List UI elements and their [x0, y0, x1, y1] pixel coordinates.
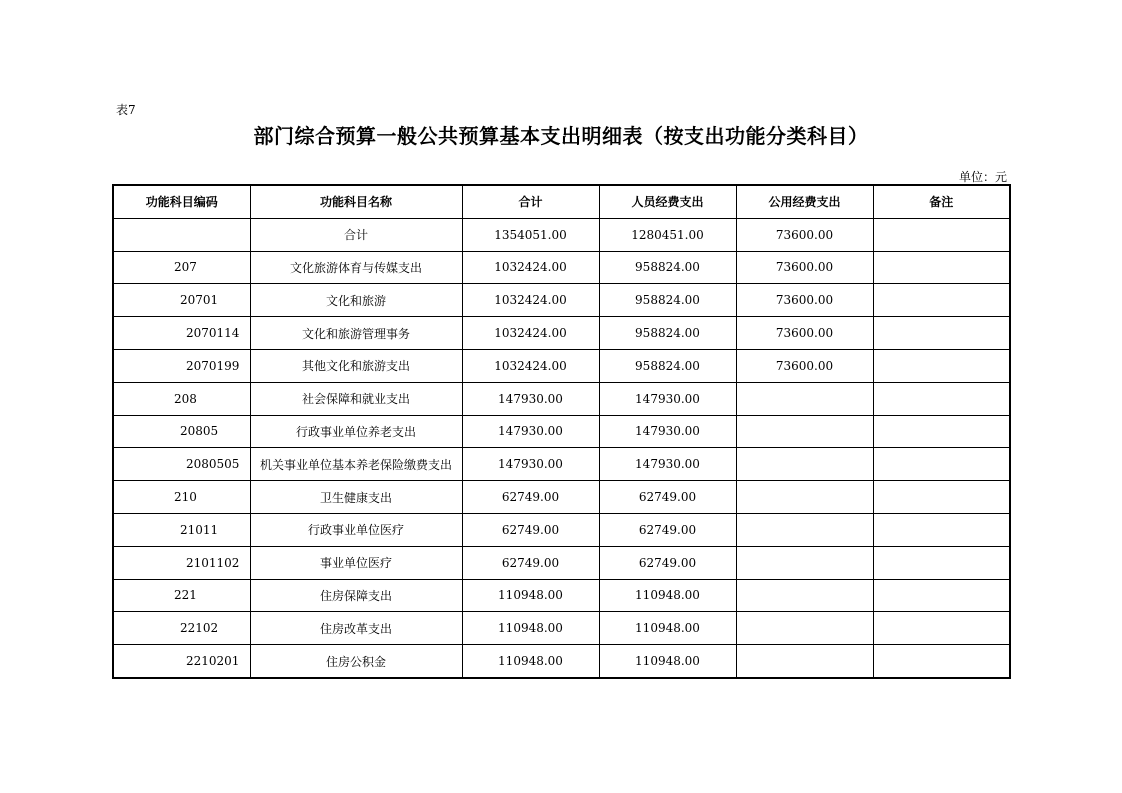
- cell-note: [873, 415, 1010, 448]
- cell-personnel: 62749.00: [599, 481, 736, 514]
- cell-total: 110948.00: [462, 579, 599, 612]
- cell-name: 合计: [250, 218, 462, 251]
- cell-name: 行政事业单位医疗: [250, 513, 462, 546]
- cell-note: [873, 546, 1010, 579]
- table-row: [113, 645, 1010, 678]
- cell-note: [873, 382, 1010, 415]
- table-row: [113, 382, 1010, 415]
- table-row: [113, 251, 1010, 284]
- cell-total: 1032424.00: [462, 317, 599, 350]
- cell-name: 社会保障和就业支出: [250, 382, 462, 415]
- cell-name: 住房保障支出: [250, 579, 462, 612]
- table-row: [113, 481, 1010, 514]
- cell-code: 2101102: [113, 546, 250, 579]
- table-row: [113, 513, 1010, 546]
- cell-personnel: 62749.00: [599, 513, 736, 546]
- cell-total: 1354051.00: [462, 218, 599, 251]
- cell-public: [736, 612, 873, 645]
- cell-personnel: 958824.00: [599, 251, 736, 284]
- header-public: 公用经费支出: [736, 185, 873, 218]
- cell-personnel: 1280451.00: [599, 218, 736, 251]
- cell-personnel: 110948.00: [599, 579, 736, 612]
- cell-note: [873, 284, 1010, 317]
- cell-note: [873, 317, 1010, 350]
- cell-code: 221: [113, 579, 250, 612]
- cell-code: 210: [113, 481, 250, 514]
- cell-public: 73600.00: [736, 218, 873, 251]
- cell-total: 147930.00: [462, 382, 599, 415]
- cell-public: [736, 415, 873, 448]
- cell-public: [736, 579, 873, 612]
- header-note: 备注: [873, 185, 1010, 218]
- cell-note: [873, 612, 1010, 645]
- header-name: 功能科目名称: [250, 185, 462, 218]
- cell-code: 22102: [113, 612, 250, 645]
- cell-note: [873, 513, 1010, 546]
- cell-public: 73600.00: [736, 284, 873, 317]
- cell-total: 1032424.00: [462, 349, 599, 382]
- cell-public: [736, 448, 873, 481]
- cell-name: 事业单位医疗: [250, 546, 462, 579]
- cell-note: [873, 481, 1010, 514]
- table-header: [113, 185, 1010, 218]
- header-code: 功能科目编码: [113, 185, 250, 218]
- header-row: [113, 185, 1010, 218]
- cell-name: 文化和旅游管理事务: [250, 317, 462, 350]
- cell-code: [113, 218, 250, 251]
- cell-name: 住房改革支出: [250, 612, 462, 645]
- cell-name: 文化和旅游: [250, 284, 462, 317]
- cell-personnel: 958824.00: [599, 284, 736, 317]
- cell-total: 147930.00: [462, 448, 599, 481]
- cell-note: [873, 645, 1010, 678]
- cell-personnel: 62749.00: [599, 546, 736, 579]
- table-row: [113, 415, 1010, 448]
- cell-note: [873, 349, 1010, 382]
- cell-code: 2210201: [113, 645, 250, 678]
- cell-personnel: 110948.00: [599, 612, 736, 645]
- table-row: [113, 349, 1010, 382]
- cell-note: [873, 448, 1010, 481]
- cell-total: 62749.00: [462, 481, 599, 514]
- cell-public: [736, 481, 873, 514]
- table-number-label: 表7: [116, 103, 136, 117]
- cell-public: [736, 645, 873, 678]
- unit-label: 单位：元: [958, 170, 1007, 184]
- cell-code: 2070199: [113, 349, 250, 382]
- header-total: 合计: [462, 185, 599, 218]
- cell-total: 1032424.00: [462, 284, 599, 317]
- cell-name: 行政事业单位养老支出: [250, 415, 462, 448]
- table-row: [113, 218, 1010, 251]
- cell-personnel: 110948.00: [599, 645, 736, 678]
- cell-note: [873, 251, 1010, 284]
- table-row: [113, 284, 1010, 317]
- cell-name: 卫生健康支出: [250, 481, 462, 514]
- cell-total: 110948.00: [462, 645, 599, 678]
- cell-total: 110948.00: [462, 612, 599, 645]
- table-row: [113, 612, 1010, 645]
- table-row: [113, 317, 1010, 350]
- cell-code: 208: [113, 382, 250, 415]
- cell-name: 机关事业单位基本养老保险缴费支出: [250, 448, 462, 481]
- cell-public: 73600.00: [736, 349, 873, 382]
- cell-personnel: 147930.00: [599, 382, 736, 415]
- cell-total: 62749.00: [462, 513, 599, 546]
- cell-code: 20805: [113, 415, 250, 448]
- table-row: [113, 448, 1010, 481]
- cell-code: 21011: [113, 513, 250, 546]
- cell-note: [873, 218, 1010, 251]
- cell-public: [736, 546, 873, 579]
- budget-table: [112, 184, 1011, 679]
- cell-public: [736, 382, 873, 415]
- table-body: [113, 218, 1010, 678]
- cell-personnel: 147930.00: [599, 415, 736, 448]
- cell-note: [873, 579, 1010, 612]
- cell-total: 1032424.00: [462, 251, 599, 284]
- cell-personnel: 147930.00: [599, 448, 736, 481]
- cell-name: 其他文化和旅游支出: [250, 349, 462, 382]
- cell-name: 住房公积金: [250, 645, 462, 678]
- table-row: [113, 579, 1010, 612]
- cell-code: 20701: [113, 284, 250, 317]
- cell-name: 文化旅游体育与传媒支出: [250, 251, 462, 284]
- table-row: [113, 546, 1010, 579]
- cell-code: 207: [113, 251, 250, 284]
- cell-personnel: 958824.00: [599, 349, 736, 382]
- cell-code: 2070114: [113, 317, 250, 350]
- cell-public: [736, 513, 873, 546]
- cell-public: 73600.00: [736, 317, 873, 350]
- cell-personnel: 958824.00: [599, 317, 736, 350]
- cell-code: 2080505: [113, 448, 250, 481]
- cell-total: 147930.00: [462, 415, 599, 448]
- cell-total: 62749.00: [462, 546, 599, 579]
- header-personnel: 人员经费支出: [599, 185, 736, 218]
- document-title: 部门综合预算一般公共预算基本支出明细表（按支出功能分类科目）: [253, 124, 869, 148]
- cell-public: 73600.00: [736, 251, 873, 284]
